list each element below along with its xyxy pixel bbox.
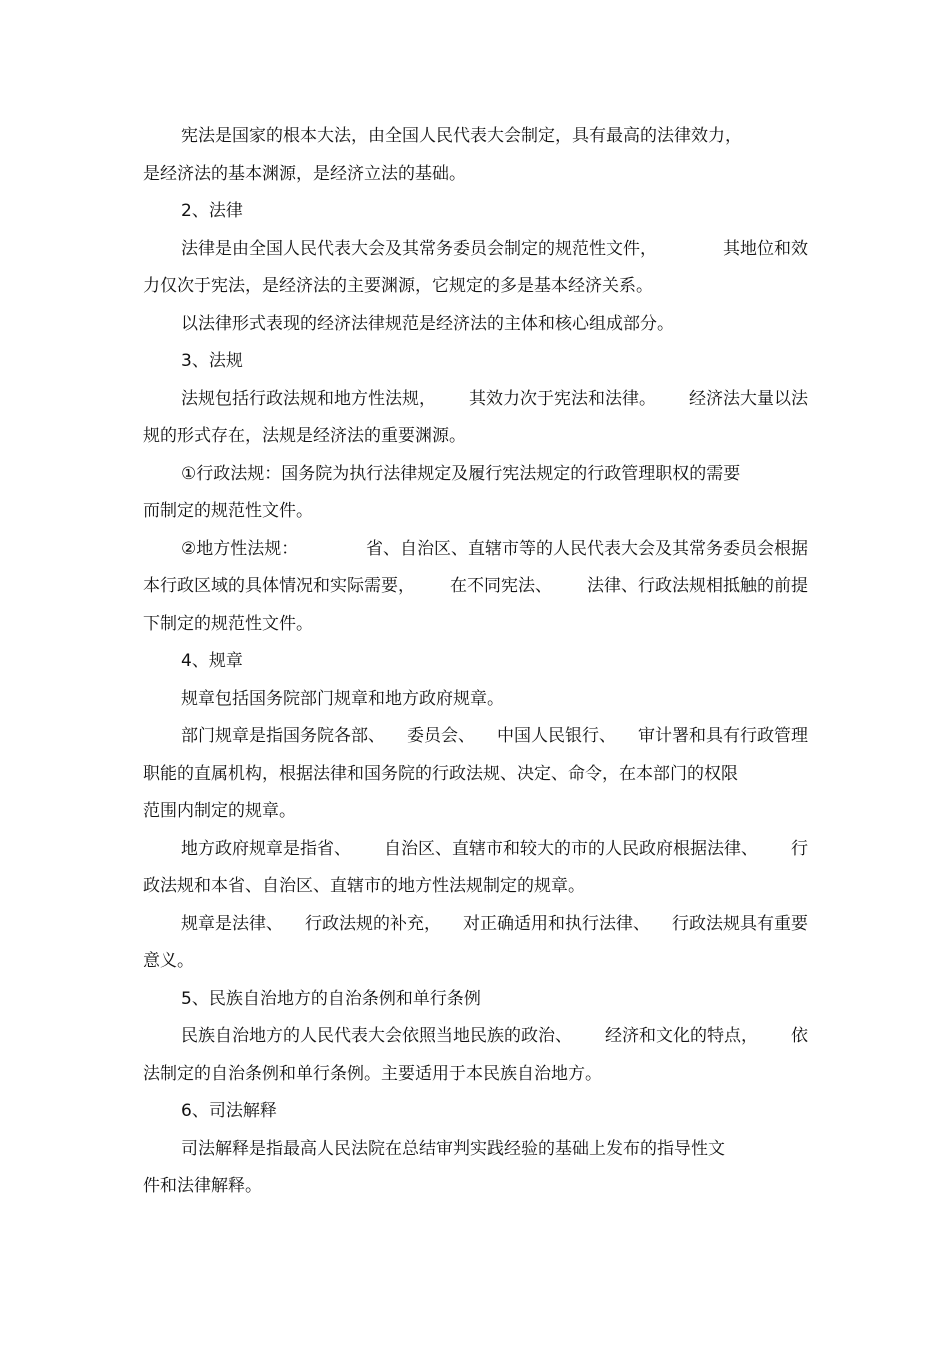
- text-line: [143, 531, 808, 569]
- section-heading: 2、法律: [181, 201, 243, 221]
- section-heading: 5、民族自治地方的自治条例和单行条例: [181, 988, 481, 1009]
- text-segment: ②地方性法规：: [181, 538, 299, 559]
- heading-law: [143, 193, 808, 231]
- section-heading: 4、规章: [181, 651, 243, 671]
- paragraph-judicial-interpretation: [143, 1131, 808, 1206]
- section-heading: 3、法规: [181, 351, 243, 371]
- text-line: 意义。: [143, 951, 194, 971]
- paragraph-law-form: [143, 306, 808, 344]
- text-segment: 在不同宪法、: [450, 576, 552, 596]
- paragraph-local-regulations: [143, 531, 808, 644]
- paragraph-rules: [143, 681, 808, 719]
- text-line: [143, 718, 808, 756]
- text-segment: 依: [791, 1026, 808, 1046]
- text-line: 范围内制定的规章。: [143, 801, 296, 821]
- heading-autonomous-regulations: [143, 981, 808, 1019]
- text-segment: 委员会、: [407, 726, 475, 746]
- heading-judicial-interpretation: [143, 1093, 808, 1131]
- paragraph-autonomous-regulations: [143, 1018, 808, 1093]
- text-line: ①行政法规：国务院为执行法律规定及履行宪法规定的行政管理职权的需要: [181, 463, 741, 484]
- text-segment: 行: [791, 838, 808, 859]
- text-segment: 法律是由全国人民代表大会及其常务委员会制定的规范性文件，: [181, 238, 657, 259]
- text-line: 司法解释是指最高人民法院在总结审判实践经验的基础上发布的指导性文: [181, 1138, 725, 1159]
- text-segment: 法规包括行政法规和地方性法规，: [181, 388, 436, 409]
- heading-rules: [143, 643, 808, 681]
- text-segment: 经济法大量以法: [689, 388, 808, 409]
- text-segment: 其效力次于宪法和法律。: [469, 388, 656, 409]
- text-line: 是经济法的基本渊源，是经济立法的基础。: [143, 163, 466, 184]
- text-line: [143, 381, 808, 419]
- text-line: 下制定的规范性文件。: [143, 613, 313, 634]
- paragraph-constitution: [143, 118, 808, 193]
- text-segment: 规章是法律、: [181, 913, 283, 934]
- paragraph-admin-regulations: [143, 456, 808, 531]
- text-segment: 部门规章是指国务院各部、: [181, 726, 385, 746]
- text-line: 宪法是国家的根本大法，由全国人民代表大会制定，具有最高的法律效力，: [181, 126, 742, 146]
- document-body: [143, 118, 808, 1206]
- text-segment: 审计署和具有行政管理: [638, 726, 808, 746]
- text-line: 法制定的自治条例和单行条例。主要适用于本民族自治地方。: [143, 1063, 602, 1084]
- text-line: 职能的直属机构，根据法律和国务院的行政法规、决定、命令，在本部门的权限: [143, 763, 738, 784]
- text-segment: 自治区、直辖市和较大的市的人民政府根据法律、: [384, 838, 758, 859]
- heading-regulations: [143, 343, 808, 381]
- text-segment: 行政法规具有重要: [672, 913, 808, 934]
- text-line: 规章包括国务院部门规章和地方政府规章。: [181, 688, 504, 709]
- text-line: [143, 906, 808, 944]
- text-line: 以法律形式表现的经济法律规范是经济法的主体和核心组成部分。: [181, 313, 674, 334]
- text-line: [143, 231, 808, 269]
- text-segment: 行政法规的补充，: [305, 913, 441, 934]
- text-segment: 法律、行政法规相抵触的前提: [587, 576, 808, 596]
- text-segment: 其地位和效: [723, 238, 808, 259]
- section-heading: 6、司法解释: [181, 1101, 277, 1121]
- text-line: [143, 568, 808, 606]
- text-segment: 地方政府规章是指省、: [181, 838, 351, 859]
- text-line: 规的形式存在，法规是经济法的重要渊源。: [143, 426, 466, 446]
- text-line: [143, 831, 808, 869]
- text-segment: 中国人民银行、: [497, 726, 616, 746]
- text-line: 政法规和本省、自治区、直辖市的地方性法规制定的规章。: [143, 876, 585, 896]
- text-line: [143, 1018, 808, 1056]
- paragraph-rules-supplement: [143, 906, 808, 981]
- paragraph-local-gov-rules: [143, 831, 808, 906]
- text-line: 件和法律解释。: [143, 1176, 262, 1196]
- text-line: 而制定的规范性文件。: [143, 501, 313, 521]
- text-segment: 民族自治地方的人民代表大会依照当地民族的政治、: [181, 1026, 572, 1046]
- text-line: 力仅次于宪法，是经济法的主要渊源，它规定的多是基本经济关系。: [143, 276, 653, 296]
- text-segment: 本行政区域的具体情况和实际需要，: [143, 576, 415, 596]
- text-segment: 省、自治区、直辖市等的人民代表大会及其常务委员会根据: [366, 538, 808, 559]
- paragraph-department-rules: [143, 718, 808, 831]
- paragraph-regulations: [143, 381, 808, 456]
- text-segment: 对正确适用和执行法律、: [463, 913, 650, 934]
- text-segment: 经济和文化的特点，: [605, 1026, 758, 1046]
- paragraph-law: [143, 231, 808, 306]
